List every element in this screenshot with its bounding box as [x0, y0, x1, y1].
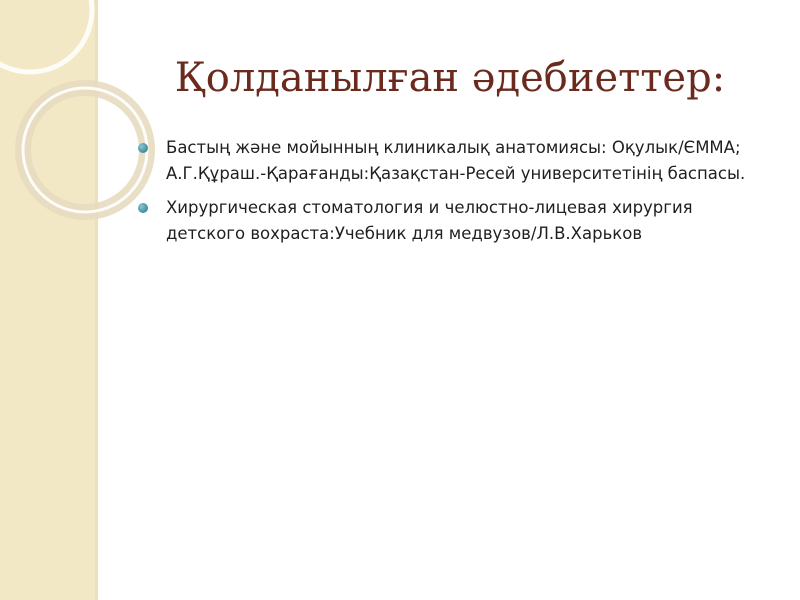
list-item: [138, 135, 748, 187]
teal-bullet-icon: [138, 203, 148, 213]
slide-title: Қолданылған әдебиеттер:: [174, 55, 726, 101]
reference-text: Хирургическая стоматология и челюстно-лицевая хирургия детского вохраста:Учебник для медвузов/Л.В.Харьков: [166, 198, 693, 243]
reference-text: Бастың және мойынның клиникалық анатомиясы: Оқулык/ЄММА; А.Г.Құраш.-Қарағанды:Қазақстан-Ресей университетінің баспасы.: [166, 138, 746, 183]
list-item: [138, 195, 748, 247]
decorative-circles-icon: [0, 0, 160, 260]
reference-list: [138, 135, 748, 255]
teal-bullet-icon: [138, 143, 148, 153]
